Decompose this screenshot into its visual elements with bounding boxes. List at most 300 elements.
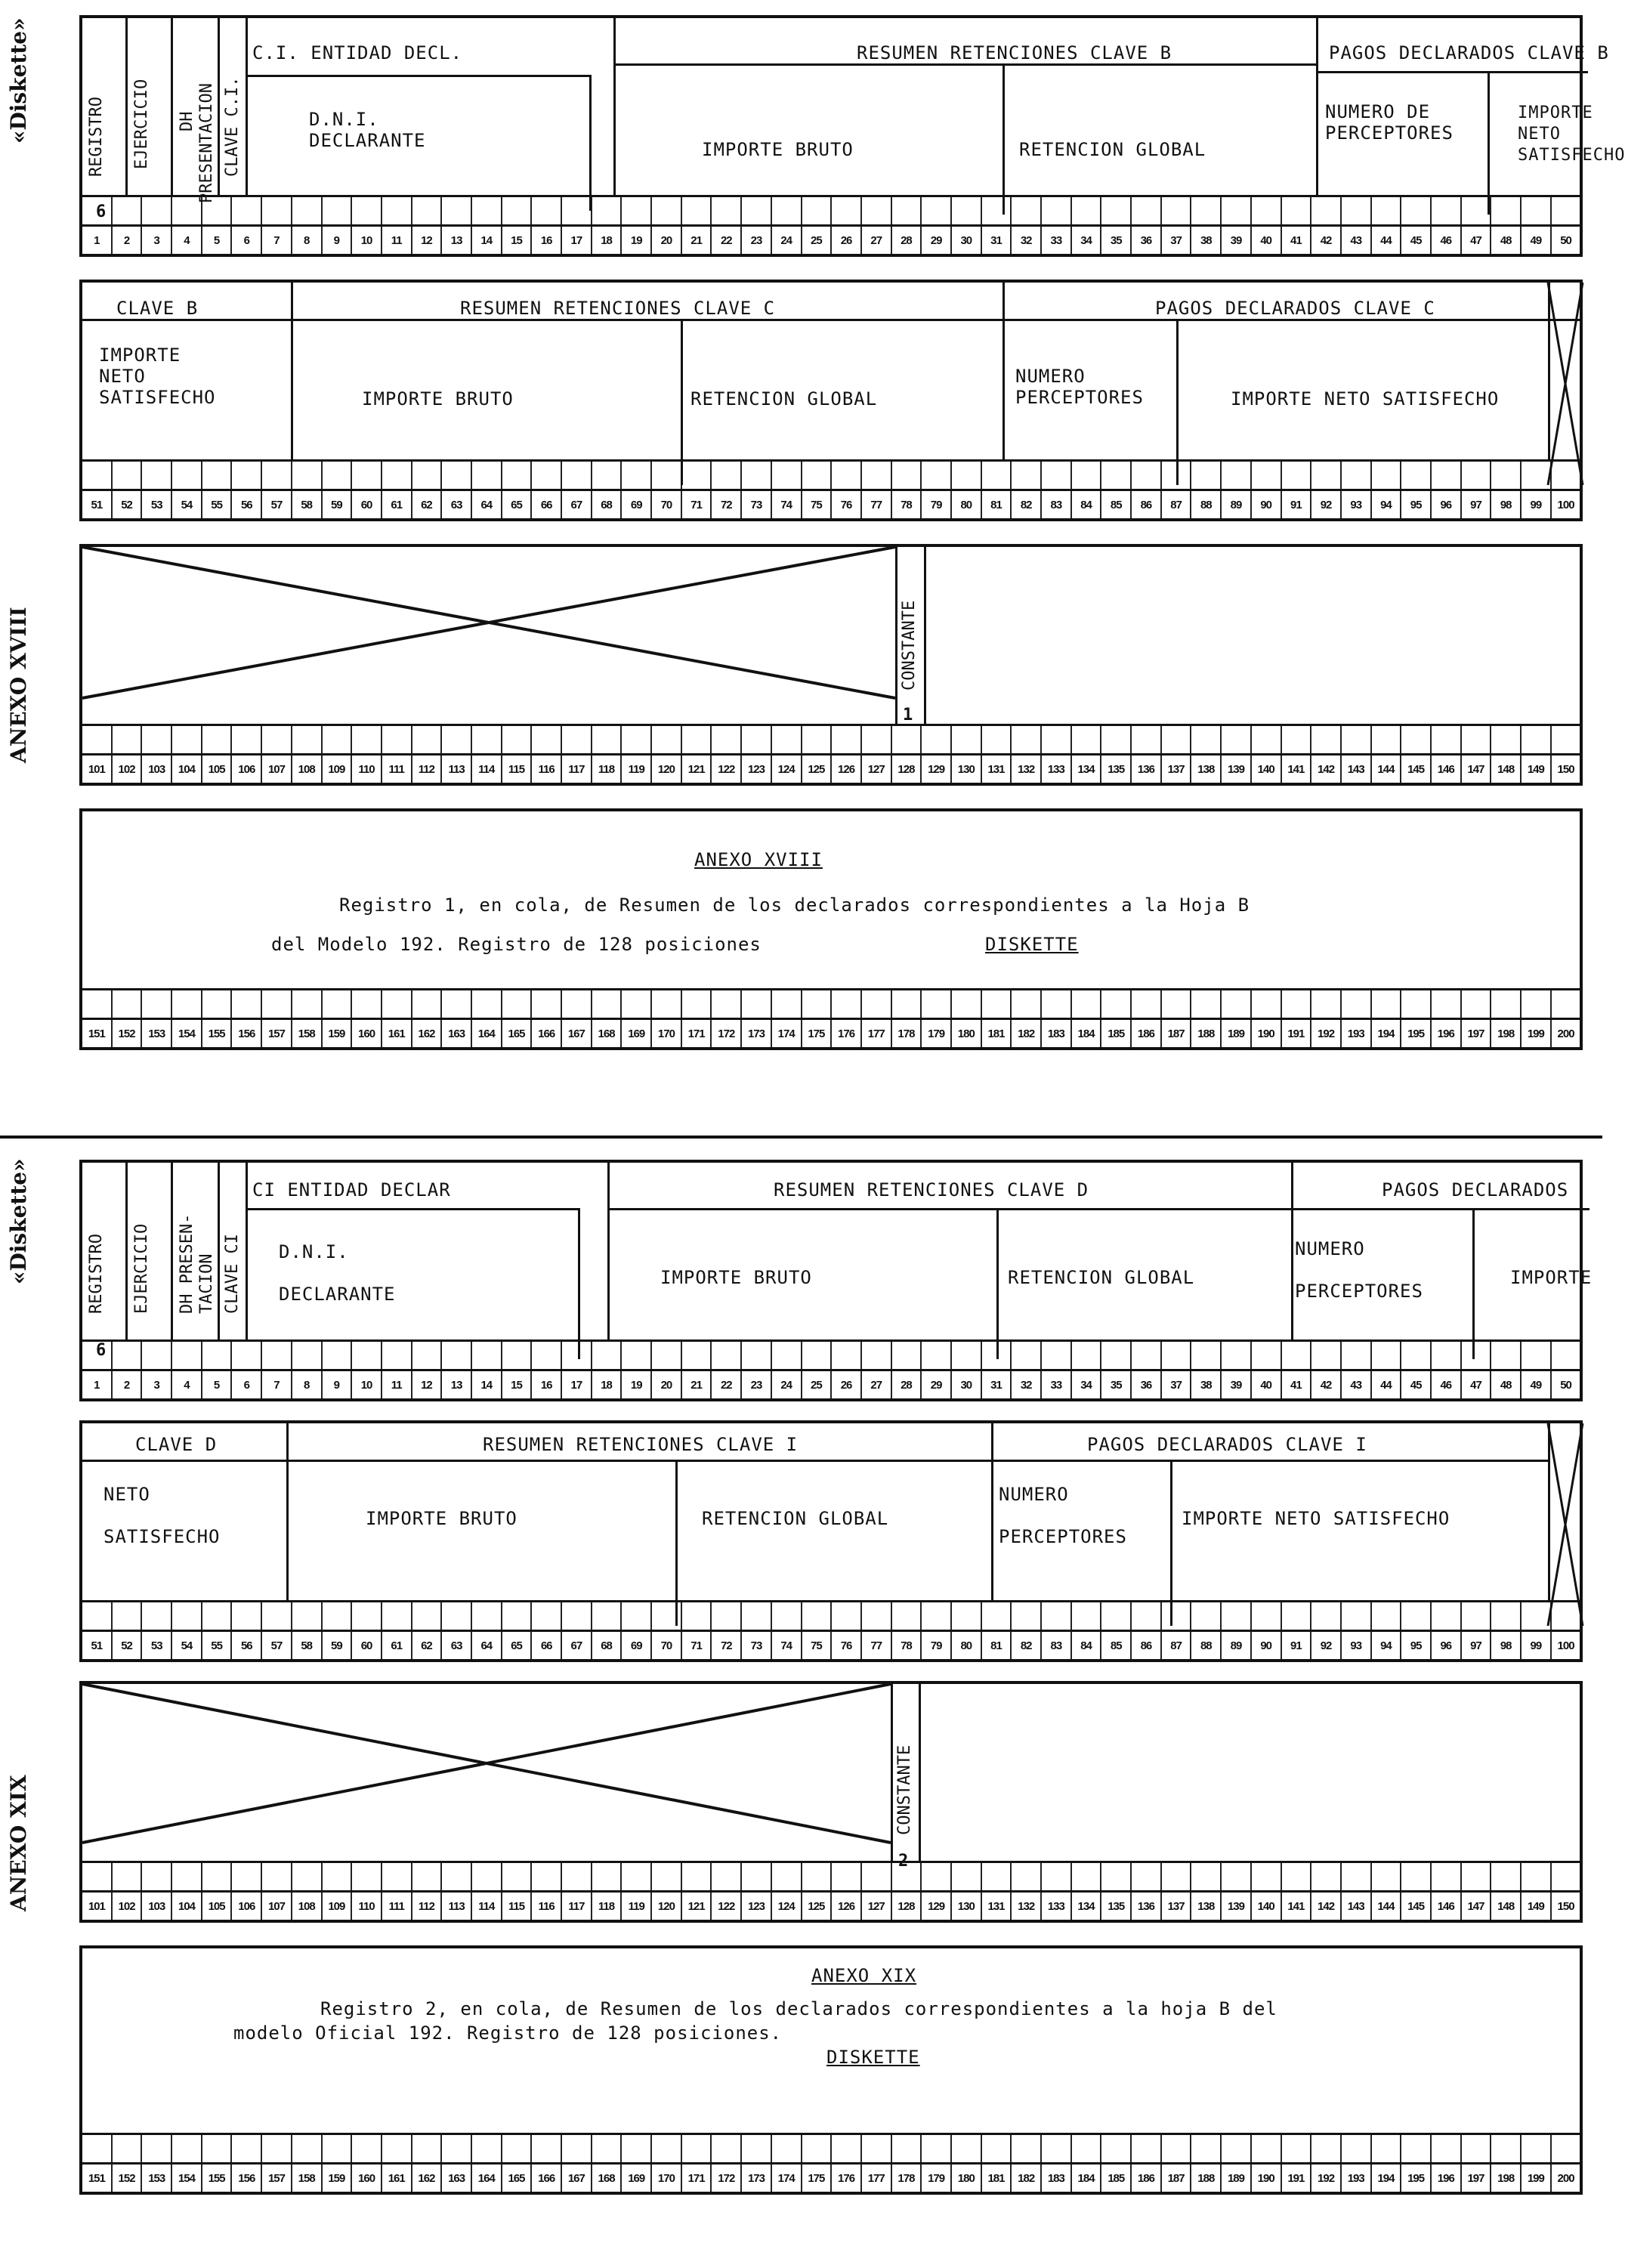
position-number: 11 [382,227,412,254]
position-cell [922,462,952,489]
position-cell [652,197,682,224]
position-number: 117 [562,1893,592,1920]
position-cell [1101,462,1132,489]
position-cell [1222,462,1252,489]
position-cell [232,197,262,224]
position-cell [802,1602,833,1630]
unused-cross-mark [1548,283,1583,485]
position-number: 10 [352,227,382,254]
position-cell [862,726,892,753]
position-cell [1462,1602,1492,1630]
position-number: 197 [1462,2164,1492,2192]
position-cell [712,2135,742,2162]
position-cell [1252,1342,1282,1369]
position-cell [862,990,892,1018]
position-number: 80 [952,1632,982,1659]
position-number: 109 [323,755,353,783]
position-cell [832,2135,862,2162]
position-cell [1252,197,1282,224]
position-cell [323,1863,353,1890]
position-number: 61 [382,1632,412,1659]
position-cell [352,990,382,1018]
position-cell [232,462,262,489]
position-number: 1 [82,1371,113,1398]
position-number: 193 [1342,2164,1372,2192]
position-number: 24 [772,227,802,254]
position-cell [262,462,292,489]
position-number: 67 [562,491,592,518]
position-cell [622,1602,652,1630]
position-cell [772,462,802,489]
position-cell [1282,726,1312,753]
position-cell [982,2135,1012,2162]
position-number: 87 [1162,1632,1192,1659]
position-cell [532,990,562,1018]
position-cell [1012,2135,1042,2162]
position-cell [1222,1602,1252,1630]
position-number: 83 [1042,1632,1072,1659]
position-cell [1012,990,1042,1018]
position-cell [532,2135,562,2162]
position-cells [82,726,1580,755]
position-number: 139 [1222,755,1252,783]
position-cell [262,1342,292,1369]
position-number: 196 [1432,1020,1462,1047]
position-number: 149 [1522,755,1552,783]
position-number: 93 [1342,1632,1372,1659]
position-number: 199 [1522,1020,1552,1047]
position-number: 48 [1491,1371,1522,1398]
position-cell [742,726,772,753]
position-cell [742,2135,772,2162]
position-number: 60 [352,491,382,518]
position-cell [1401,197,1432,224]
position-cell [292,2135,323,2162]
position-number: 23 [742,227,772,254]
side-label-diskette-bottom: «Diskette» [6,1158,31,1284]
position-number: 45 [1401,227,1432,254]
position-cell [1522,197,1552,224]
position-cell [592,990,623,1018]
importe-bruto-label: IMPORTE BRUTO [702,139,854,160]
position-number: 89 [1222,491,1252,518]
position-cell [712,1342,742,1369]
position-number: 37 [1162,227,1192,254]
position-number: 200 [1557,1027,1574,1040]
position-cell [562,1342,592,1369]
position-cell [202,462,233,489]
anexo-18-row-3 [79,544,1583,786]
position-number: 4 [172,227,202,254]
position-number: 135 [1101,755,1132,783]
position-number: 107 [262,755,292,783]
position-number: 105 [202,1893,233,1920]
position-cell [1191,990,1222,1018]
position-number: 54 [172,1632,202,1659]
position-cell [412,1863,443,1890]
position-number: 79 [922,1632,952,1659]
clave-ct-label: CLAVE C.I. [223,76,242,177]
ejercicio-label: EJERCICIO [132,1223,151,1314]
position-cell [1012,197,1042,224]
constante-cell-value: 2 [898,1852,909,1871]
position-number: 94 [1372,1632,1402,1659]
position-cell [922,1602,952,1630]
position-number: 74 [772,1632,802,1659]
position-cell [1491,1602,1522,1630]
position-cell [502,462,533,489]
position-cell [892,2135,922,2162]
position-number: 32 [1012,227,1042,254]
position-cell [1552,2135,1580,2162]
row-2-header [82,1423,1580,1602]
position-cell [892,1342,922,1369]
position-number: 101 [82,1893,113,1920]
position-cell [412,197,443,224]
position-cell [832,197,862,224]
position-cell [1072,1863,1102,1890]
position-number: 126 [832,1893,862,1920]
position-number: 17 [562,1371,592,1398]
position-number: 82 [1012,1632,1042,1659]
constante-cell-value: 1 [903,706,913,725]
position-number: 84 [1072,491,1102,518]
position-cell [1522,990,1552,1018]
ejercicio-label: EJERCICIO [132,79,151,169]
position-cell [1311,462,1342,489]
position-number: 86 [1132,1632,1162,1659]
position-cell [562,2135,592,2162]
position-number: 170 [652,1020,682,1047]
position-cell [1522,726,1552,753]
anexo-19-title: ANEXO XIX [811,1965,917,1986]
position-cell [1491,2135,1522,2162]
position-cell [1042,197,1072,224]
position-number: 122 [712,755,742,783]
numero-perceptores-label: NUMERO DE PERCEPTORES [1325,101,1454,144]
position-cell [323,197,353,224]
position-number: 110 [352,1893,382,1920]
position-cell [472,197,502,224]
position-number: 133 [1042,1893,1072,1920]
position-cell [232,1342,262,1369]
position-number: 28 [892,1371,922,1398]
position-cell [922,2135,952,2162]
position-number: 182 [1012,2164,1042,2192]
position-number: 85 [1101,491,1132,518]
position-cell [1311,990,1342,1018]
position-cell [323,462,353,489]
position-number: 197 [1462,1020,1492,1047]
position-number: 164 [472,2164,502,2192]
position-cell [442,990,472,1018]
position-number: 141 [1282,1893,1312,1920]
position-cell [1191,197,1222,224]
position-cell [622,1342,652,1369]
position-cell [202,1863,233,1890]
position-cell [1132,1342,1162,1369]
position-cell [1132,1863,1162,1890]
position-cell [832,1863,862,1890]
position-cell [1491,726,1522,753]
position-number: 28 [892,227,922,254]
position-number: 94 [1372,491,1402,518]
position-number: 99 [1522,491,1552,518]
position-number: 145 [1401,755,1432,783]
position-number: 124 [772,755,802,783]
position-number: 21 [682,1371,712,1398]
position-cell [1491,1863,1522,1890]
position-number: 116 [532,1893,562,1920]
position-number: 41 [1282,1371,1312,1398]
position-cell [1072,197,1102,224]
position-number: 29 [922,227,952,254]
position-number: 60 [352,1632,382,1659]
position-number: 80 [952,491,982,518]
position-number: 97 [1462,491,1492,518]
position-cell [982,1602,1012,1630]
position-cell [142,726,172,753]
position-number: 9 [323,227,353,254]
position-cell [1311,2135,1342,2162]
position-cell [1191,462,1222,489]
row-1-header [82,1163,1593,1360]
position-number: 137 [1162,1893,1192,1920]
position-number: 45 [1401,1371,1432,1398]
position-number: 120 [652,755,682,783]
position-number: 33 [1042,1371,1072,1398]
numero-perceptores-label: NUMERO PERCEPTORES [1295,1238,1423,1302]
position-number: 35 [1101,1371,1132,1398]
position-number: 67 [562,1632,592,1659]
position-number: 33 [1042,227,1072,254]
position-cell [772,990,802,1018]
registro-label: REGISTRO [87,97,106,177]
position-number: 49 [1522,1371,1552,1398]
position-number: 178 [892,2164,922,2192]
anexo-19-description-line-2: modelo Oficial 192. Registro de 128 posiciones. [233,2022,783,2044]
position-cell [412,462,443,489]
position-cell [1522,2135,1552,2162]
position-number: 54 [172,491,202,518]
position-cells [82,1602,1580,1632]
position-number: 190 [1252,2164,1282,2192]
position-cell [532,197,562,224]
position-cell [442,197,472,224]
position-cell [172,462,202,489]
position-number: 179 [922,1020,952,1047]
position-number: 42 [1311,227,1342,254]
position-cells [82,990,1580,1020]
position-number: 174 [772,1020,802,1047]
position-cell [1342,726,1372,753]
position-number: 105 [202,755,233,783]
position-number: 178 [892,1020,922,1047]
position-cell [472,726,502,753]
position-number: 112 [412,755,443,783]
position-cell [412,990,443,1018]
position-cell [682,462,712,489]
position-number: 167 [562,1020,592,1047]
position-cell [532,1863,562,1890]
position-number: 30 [952,1371,982,1398]
position-number: 7 [262,1371,292,1398]
position-number: 10 [352,1371,382,1398]
retencion-global-label: RETENCION GLOBAL [1019,139,1206,160]
position-cell [442,462,472,489]
position-number: 158 [292,1020,323,1047]
position-number: 169 [622,1020,652,1047]
position-number: 27 [862,1371,892,1398]
position-number: 27 [862,227,892,254]
position-cell [1162,197,1192,224]
position-number: 18 [592,227,623,254]
position-cell [472,1863,502,1890]
position-number: 40 [1252,1371,1282,1398]
position-cell [802,726,833,753]
position-number: 190 [1252,1020,1282,1047]
position-number: 142 [1311,755,1342,783]
position-cell [1132,726,1162,753]
position-number: 159 [323,1020,353,1047]
position-number: 17 [562,227,592,254]
anexo-18-row-1 [79,15,1625,257]
importe-bruto-label-2: IMPORTE BRUTO [362,388,514,409]
position-number: 64 [472,491,502,518]
position-number: 128 [892,755,922,783]
position-number: 82 [1012,491,1042,518]
position-number: 51 [82,1632,113,1659]
position-number: 70 [652,491,682,518]
position-cell [532,462,562,489]
position-number: 162 [412,2164,443,2192]
position-cell [562,990,592,1018]
position-number: 70 [652,1632,682,1659]
position-cell [922,726,952,753]
position-number: 145 [1401,1893,1432,1920]
position-cell [682,1342,712,1369]
position-number: 35 [1101,227,1132,254]
position-number: 20 [652,227,682,254]
position-cell [1491,990,1522,1018]
position-number: 47 [1462,1371,1492,1398]
position-cell [1491,197,1522,224]
position-cell [1372,1863,1402,1890]
position-number: 134 [1072,755,1102,783]
ci-entidad-label: CI ENTIDAD DECLAR [252,1179,451,1200]
position-number: 153 [142,2164,172,2192]
position-cell [622,726,652,753]
position-number: 170 [652,2164,682,2192]
position-number: 108 [292,1893,323,1920]
position-cell [1462,1342,1492,1369]
position-number: 11 [382,1371,412,1398]
position-cell [952,1342,982,1369]
unused-area-cross [82,547,895,698]
position-number: 44 [1372,1371,1402,1398]
importe-label: IMPORTE [1510,1267,1593,1288]
position-cell [352,197,382,224]
position-cell [1372,726,1402,753]
position-number: 167 [562,2164,592,2192]
position-number: 64 [472,1632,502,1659]
position-number: 195 [1401,1020,1432,1047]
position-number: 146 [1432,1893,1462,1920]
position-number: 175 [802,1020,833,1047]
position-number: 120 [652,1893,682,1920]
position-number: 113 [442,1893,472,1920]
position-cell [323,726,353,753]
position-number: 66 [532,491,562,518]
position-cell [232,2135,262,2162]
position-cell [142,1863,172,1890]
anexo-19-diskette-label: DISKETTE [826,2047,920,2068]
position-cell [682,726,712,753]
row-3-header [82,547,1580,726]
position-number: 104 [172,1893,202,1920]
position-number: 63 [442,491,472,518]
position-cell [1252,2135,1282,2162]
position-cell [1101,1602,1132,1630]
importe-bruto-label: IMPORTE BRUTO [660,1267,812,1288]
position-cell [1401,726,1432,753]
position-cell [442,1602,472,1630]
position-number: 153 [142,1020,172,1047]
position-cell [1342,197,1372,224]
dh-label: DH PRESEN- [178,1213,196,1314]
position-numbers [82,2164,1580,2192]
importe-neto-label: IMPORTE NETO SATISFECHO [1518,104,1625,165]
position-number: 52 [113,491,143,518]
position-number: 92 [1311,1632,1342,1659]
presentacion-label: PRESENTACION [197,83,216,203]
position-cell [1101,197,1132,224]
anexo-19-row-4 [79,1945,1583,2195]
position-number: 91 [1282,1632,1312,1659]
position-cells [82,197,1580,227]
importe-neto-satisfecho-label: IMPORTE NETO SATISFECHO [99,345,216,408]
position-cell [1072,990,1102,1018]
row-1-header [82,18,1625,221]
position-numbers [82,1020,1580,1047]
position-number: 71 [682,1632,712,1659]
position-cell [1072,1342,1102,1369]
position-number: 37 [1162,1371,1192,1398]
position-number: 131 [982,1893,1012,1920]
position-number: 5 [202,1371,233,1398]
position-number: 8 [292,1371,323,1398]
position-cell [802,2135,833,2162]
position-cell [742,1602,772,1630]
registro-label: REGISTRO [87,1234,106,1314]
position-number: 30 [952,227,982,254]
position-cells [82,462,1580,491]
position-cell [622,197,652,224]
position-cell [832,726,862,753]
position-number: 138 [1191,755,1222,783]
position-number: 21 [682,227,712,254]
position-number: 51 [82,491,113,518]
position-number: 176 [832,2164,862,2192]
anexo-19-row-1 [79,1160,1593,1401]
position-number: 113 [442,755,472,783]
position-number: 143 [1342,755,1372,783]
position-number: 155 [202,2164,233,2192]
position-number: 69 [622,1632,652,1659]
position-cell [802,197,833,224]
position-cell [532,1342,562,1369]
position-cell [323,2135,353,2162]
